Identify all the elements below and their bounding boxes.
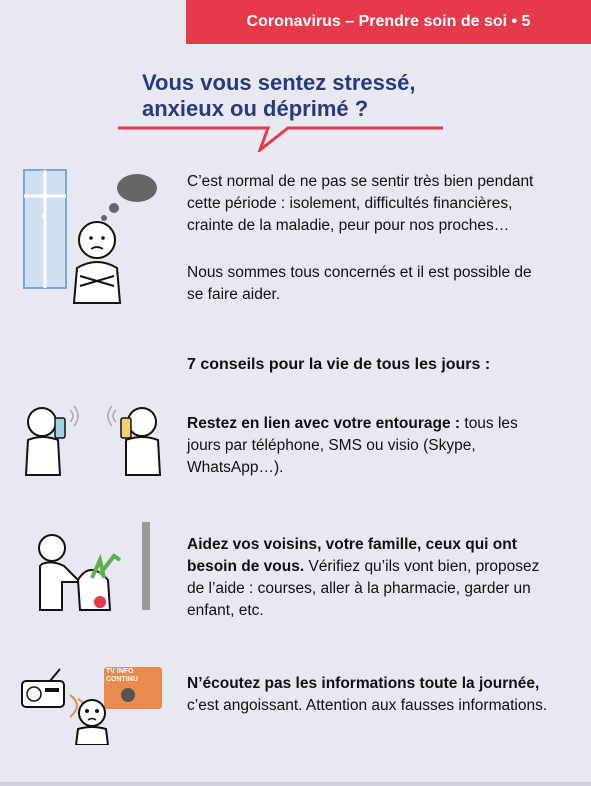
tip-1-body: tous les jours par téléphone, SMS ou visio (Skype, WhatsApp…).	[187, 415, 518, 476]
header-title: Coronavirus – Prendre soin de soi • 5	[246, 13, 531, 30]
grocery-delivery-icon	[30, 520, 160, 615]
page-title	[142, 70, 462, 122]
tip-3-bold: N’écoutez pas les informations toute la journée,	[187, 675, 540, 692]
tip-3-body: c’est angoissant. Attention aux fausses informations.	[187, 697, 548, 714]
tip-3-text	[187, 673, 552, 717]
intro-paragraph-2: Nous sommes tous concernés et il est possible de se faire aider.	[187, 264, 532, 303]
news-overload-icon	[20, 665, 165, 745]
title-line-1: Vous vous sentez stressé,	[142, 70, 416, 95]
tv-label: TV INFO CONTINU	[106, 668, 138, 683]
tip-2-bold: Aidez vos voisins, votre famille, ceux qui ont besoin de vous.	[187, 536, 517, 575]
tip-1-text	[187, 413, 552, 479]
speech-bubble-underline-icon	[118, 122, 448, 152]
header-banner	[186, 0, 591, 44]
tip-2-text	[187, 534, 552, 622]
section-heading: 7 conseils pour la vie de tous les jours :	[187, 356, 491, 373]
intro-paragraph-1: C’est normal de ne pas se sentir très bien pendant cette période : isolement, difficultés financières, crainte de la maladie, peur pour nos proches…	[187, 173, 534, 234]
bottom-rule	[0, 782, 591, 786]
tip-1-bold: Restez en lien avec votre entourage :	[187, 415, 461, 432]
title-line-2: anxieux ou déprimé ?	[142, 96, 369, 121]
tip-2-body: Vérifiez qu’ils vont bien, proposez de l’aide : courses, aller à la pharmacie, garder un enfant, etc.	[187, 558, 540, 619]
phone-call-icon	[22, 400, 162, 480]
worried-person-icon	[22, 168, 162, 308]
